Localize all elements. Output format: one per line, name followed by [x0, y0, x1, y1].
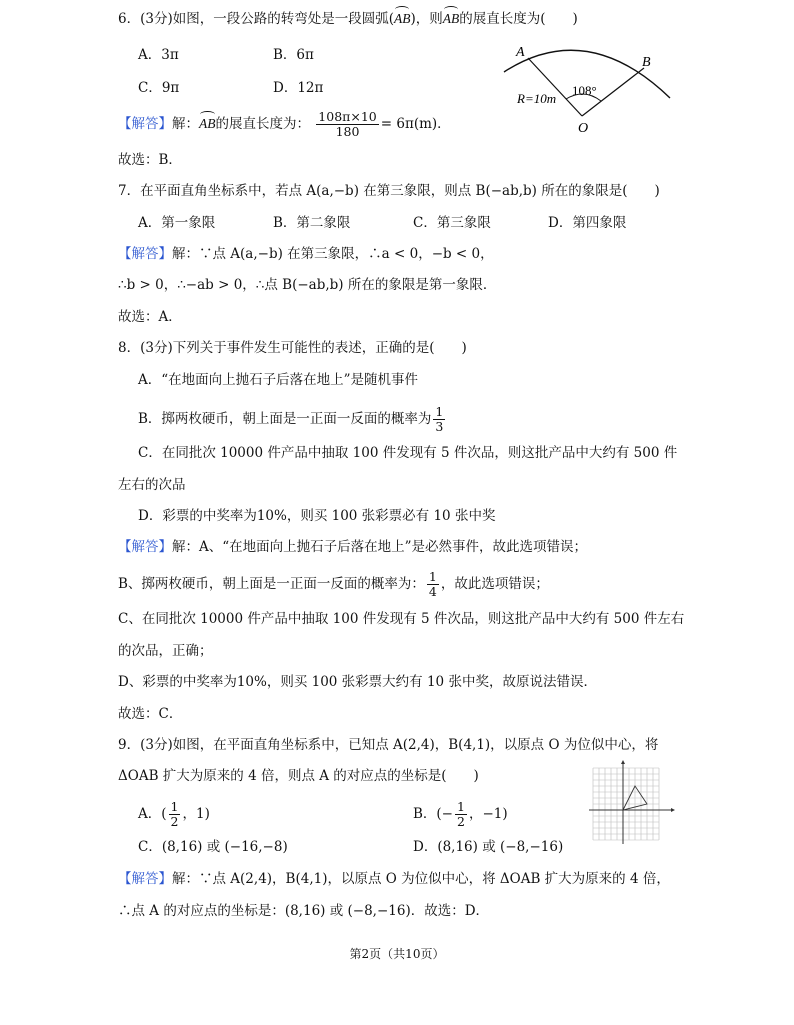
q9-figure	[585, 760, 680, 845]
q9-answer-line2: ∴点 A 的对应点的坐标是：(8,16) 或 (−8,−16)．故选：D．	[118, 903, 490, 919]
q8-option-c-line1: C．在同批次 10000 件产品中抽取 100 件发现有 5 件次品，则这批产品中大约有 500 件	[138, 445, 678, 461]
q9-stem-line2: ΔOAB 扩大为原来的 4 倍，则点 A 的对应点的坐标是( )	[118, 768, 479, 784]
q6-answer: 【解答】解：AB的展直长度为： $\frac{108\pi\times 10}{180}$ = 6π(m)．	[118, 109, 451, 139]
q9-option-c: C．(8,16) 或 (−16,−8)	[138, 839, 288, 855]
q7-option-a: A．第一象限	[138, 215, 216, 231]
q8-answer-c-line1: C、在同批次 10000 件产品中抽取 100 件发现有 5 件次品，则这批产品中大约有 500 件左右	[118, 611, 685, 627]
q7-option-d: D．第四象限	[548, 215, 627, 231]
q9-option-a: A．( $\frac{1}{2}$ ，1)	[138, 799, 210, 829]
q6-choice: 故选：B．	[118, 152, 182, 168]
q7-option-c: C．第三象限	[413, 215, 491, 231]
q8-answer-c-line2: 的次品，正确；	[118, 643, 213, 659]
q8-option-b-fraction: $\frac{1}{3}$	[435, 404, 444, 434]
q8-option-b: B．掷两枚硬币，朝上面是一正面一反面的概率为 $\frac{1}{3}$	[138, 404, 444, 434]
answer-tag: 【解答】	[118, 539, 172, 555]
q6-figure-angle: 108°	[572, 83, 597, 98]
q8-answer-b: B、掷两枚硬币，朝上面是一正面一反面的概率为： $\frac{1}{4}$ ，故此选项错误；	[118, 569, 549, 599]
q9-answer-line1: 【解答】解：∵点 A(2,4)，B(4,1)，以原点 O 为位似中心，将 ΔOAB 扩大为原来的 4 倍，	[118, 871, 670, 887]
q6-answer-fraction: $\frac{108\pi\times 10}{180}$	[318, 109, 377, 139]
q6-figure-label-o: O	[578, 121, 589, 136]
q7-answer-line1: 【解答】解：∵点 A(a,−b) 在第三象限，∴a < 0，−b < 0，	[118, 246, 494, 262]
q8-option-a: A．“在地面向上抛石子后落在地上”是随机事件	[138, 372, 419, 388]
q8-answer-a: 【解答】解：A、“在地面向上抛石子后落在地上”是必然事件，故此选项错误；	[118, 539, 588, 555]
q6-option-c: C．9π	[138, 80, 180, 96]
q9-option-a-fraction: $\frac{1}{2}$	[170, 799, 179, 829]
q6-figure-label-b: B	[642, 55, 651, 70]
answer-tag: 【解答】	[118, 246, 172, 262]
q8-option-c-line2: 左右的次品	[118, 477, 186, 493]
q8-choice: 故选：C．	[118, 706, 183, 722]
q6-figure	[502, 36, 682, 136]
q8-answer-d: D、彩票的中奖率为10%，则买 100 张彩票大约有 10 张中奖，故原说法错误．	[118, 674, 597, 690]
q6-stem: 6．(3分)如图，一段公路的转弯处是一段圆弧(AB)，则AB的展直长度为( )	[118, 11, 578, 27]
q9-stem-line1: 9．(3分)如图，在平面直角坐标系中，已知点 A(2,4)，B(4,1)，以原点 O 为位似中心，将	[118, 737, 659, 753]
q9-option-d: D．(8,16) 或 (−8,−16)	[413, 839, 564, 855]
q6-option-a: A．3π	[138, 47, 179, 63]
q7-option-b: B．第二象限	[273, 215, 351, 231]
answer-tag: 【解答】	[118, 116, 172, 132]
q8-stem: 8．(3分)下列关于事件发生可能性的表述，正确的是( )	[118, 340, 467, 356]
q7-stem: 7．在平面直角坐标系中，若点 A(a,−b) 在第三象限，则点 B(−ab,b) 所在的象限是( )	[118, 183, 660, 199]
q7-choice: 故选：A．	[118, 309, 182, 325]
q6-figure-label-a: A	[516, 45, 525, 60]
q8-answer-b-fraction: $\frac{1}{4}$	[428, 569, 437, 599]
q9-option-b: B．(− $\frac{1}{2}$ ，−1)	[413, 799, 508, 829]
q9-option-b-fraction: $\frac{1}{2}$	[457, 799, 465, 829]
answer-tag: 【解答】	[118, 871, 172, 887]
q8-option-d: D．彩票的中奖率为10%，则买 100 张彩票必有 10 张中奖	[138, 508, 496, 524]
q6-figure-radius: R=10m	[517, 91, 557, 106]
q6-option-b: B．6π	[273, 47, 314, 63]
q6-option-d: D．12π	[273, 80, 324, 96]
q7-answer-line2: ∴b > 0，∴−ab > 0，∴点 B(−ab,b) 所在的象限是第一象限．	[118, 277, 497, 293]
page-footer: 第2页（共10页）	[349, 947, 445, 961]
